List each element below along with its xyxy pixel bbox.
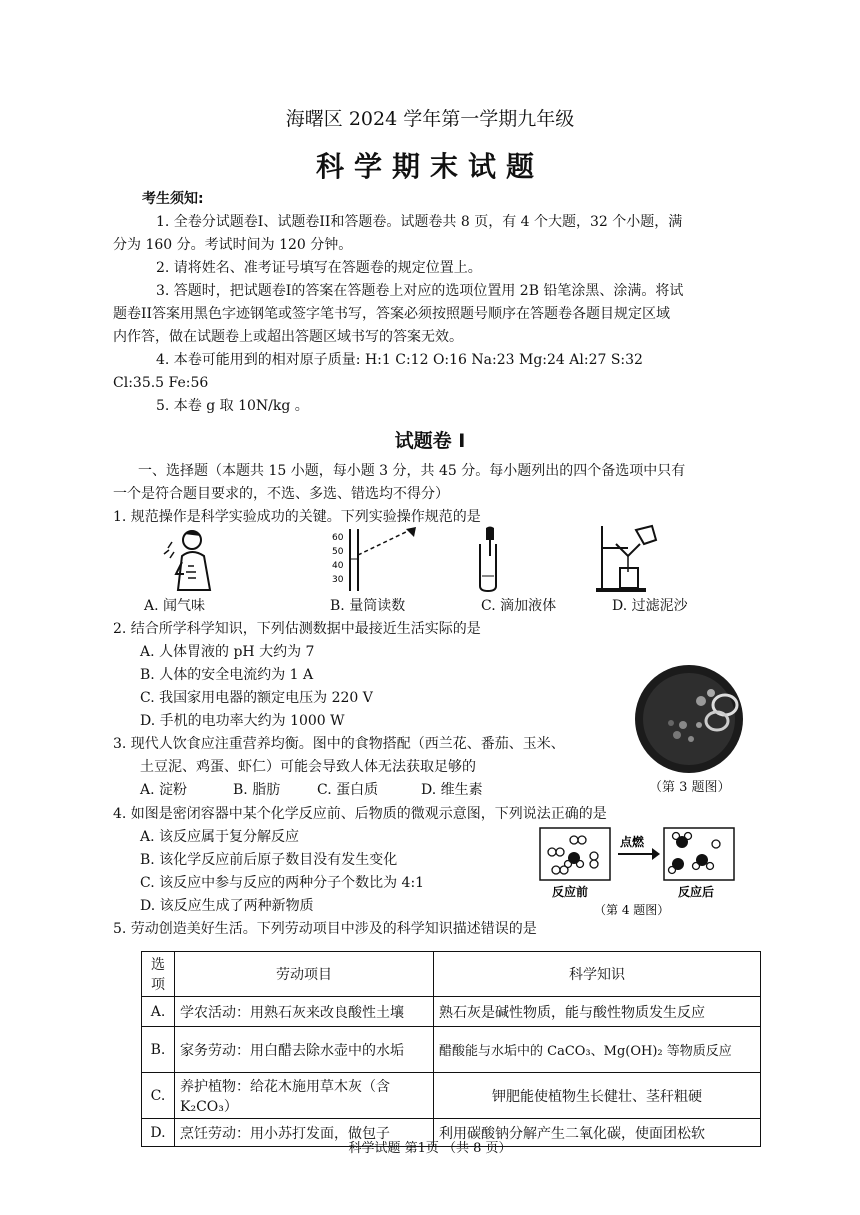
cell-labor: 烹饪劳动：用小苏打发面，做包子 (175, 1119, 434, 1147)
exam-title: 科学期末试题 (315, 150, 544, 183)
cell-option: B. (142, 1027, 175, 1073)
q4-option-a: A. 该反应属于复分解反应 (140, 829, 300, 845)
tick-label: 60 (332, 533, 344, 543)
cell-knowledge: 熟石灰是碱性物质，能与酸性物质发生反应 (434, 997, 761, 1027)
filter-figure (594, 524, 666, 594)
notice-heading: 考生须知: (142, 191, 204, 207)
tick-label: 50 (332, 547, 344, 557)
q2-option-a: A. 人体胃液的 pH 大约为 7 (140, 644, 315, 660)
q4-option-b: B. 该化学反应前后原子数目没有发生变化 (140, 852, 398, 868)
exam-header: 海曙区 2024 学年第一学期九年级 (285, 108, 575, 130)
question-5-stem: 5. 劳动创造美好生活。下列劳动项目中涉及的科学知识描述错误的是 (113, 921, 537, 937)
tick-label: 40 (332, 561, 344, 571)
q2-option-d: D. 手机的电功率大约为 1000 W (140, 713, 345, 729)
food-plate-figure (633, 663, 745, 777)
before-label: 反应前 (552, 885, 589, 899)
smell-figure (158, 528, 230, 594)
dropper-figure (474, 526, 504, 592)
table-header-row (142, 952, 761, 997)
notice-line: 4. 本卷可能用到的相对原子质量: H:1 C:12 O:16 Na:23 Mg:24 Al:27 S:32 (156, 352, 643, 368)
notice-line: 5. 本卷 g 取 10N/kg 。 (156, 398, 309, 414)
q4-option-d: D. 该反应生成了两种新物质 (140, 898, 314, 914)
after-label: 反应后 (678, 885, 715, 899)
question-1-stem: 1. 规范操作是科学实验成功的关键。下列实验操作规范的是 (113, 509, 481, 525)
cell-labor: 养护植物：给花木施用草木灰（含 K₂CO₃） (175, 1073, 434, 1119)
q3-option-a: A. 淀粉 (140, 782, 188, 798)
q1-option-d: D. 过滤泥沙 (612, 598, 688, 614)
part-intro: 一个是符合题目要求的，不选、多选、错选均不得分） (113, 486, 449, 502)
tick-label: 30 (332, 575, 344, 585)
notice-line: 内作答，做在试题卷上或超出答题区域书写的答案无效。 (113, 329, 463, 345)
cell-knowledge: 醋酸能与水垢中的 CaCO₃、Mg(OH)₂ 等物质反应 (434, 1027, 761, 1073)
cell-knowledge: 钾肥能使植物生长健壮、茎秆粗硬 (434, 1073, 761, 1119)
q3-option-c: C. 蛋白质 (317, 782, 379, 798)
reaction-arrow-label: 点燃 (620, 835, 645, 849)
question-2-stem: 2. 结合所学科学知识，下列估测数据中最接近生活实际的是 (113, 621, 481, 637)
cell-option: C. (142, 1073, 175, 1119)
figure-4-caption: （第 4 题图） (594, 903, 670, 917)
cell-labor: 学农活动：用熟石灰来改良酸性土壤 (175, 997, 434, 1027)
cell-option: A. (142, 997, 175, 1027)
notice-line: 分为 160 分。考试时间为 120 分钟。 (113, 237, 353, 253)
question-4-stem: 4. 如图是密闭容器中某个化学反应前、后物质的微观示意图，下列说法正确的是 (113, 806, 607, 822)
q3-option-b: B. 脂肪 (233, 782, 281, 798)
q5-table (141, 951, 761, 1147)
notice-line: 题卷II答案用黑色字迹钢笔或签字笔书写，答案必须按照题号顺序在答题卷各题目规定区域 (113, 306, 671, 322)
q1-option-a: A. 闻气味 (144, 598, 206, 614)
cylinder-figure (328, 527, 428, 593)
table-row (142, 1073, 761, 1119)
notice-line: 2. 请将姓名、准考证号填写在答题卷的规定位置上。 (156, 260, 482, 276)
table-row (142, 997, 761, 1027)
header-labor: 劳动项目 (175, 952, 434, 997)
question-3-stem-cont: 土豆泥、鸡蛋、虾仁）可能会导致人体无法获取足够的 (140, 759, 476, 775)
cell-knowledge: 利用碳酸钠分解产生二氧化碳，使面团松软 (434, 1119, 761, 1147)
notice-line: 1. 全卷分试题卷I、试题卷II和答题卷。试题卷共 8 页，有 4 个大题，32 个小题，满 (156, 214, 683, 230)
q1-option-b: B. 量筒读数 (330, 598, 406, 614)
q4-option-c: C. 该反应中参与反应的两种分子个数比为 4:1 (140, 875, 425, 891)
table-row (142, 1027, 761, 1073)
q1-option-c: C. 滴加液体 (481, 598, 557, 614)
header-knowledge: 科学知识 (434, 952, 761, 997)
reaction-figure (538, 826, 738, 918)
notice-line: 3. 答题时，把试题卷I的答案在答题卷上对应的选项位置用 2B 铅笔涂黑、涂满。将试 (156, 283, 684, 299)
q2-option-b: B. 人体的安全电流约为 1 A (140, 667, 314, 683)
header-option: 选项 (142, 952, 175, 997)
q2-option-c: C. 我国家用电器的额定电压为 220 V (140, 690, 373, 706)
notice-line: Cl:35.5 Fe:56 (113, 375, 209, 391)
section-title: 试题卷 I (394, 430, 466, 452)
cell-option: D. (142, 1119, 175, 1147)
figure-3-caption: （第 3 题图） (649, 780, 731, 795)
page-footer: 科学试题 第1页 （共 8 页） (348, 1141, 512, 1156)
question-3-stem: 3. 现代人饮食应注重营养均衡。图中的食物搭配（西兰花、番茄、玉米、 (113, 736, 565, 752)
cell-labor: 家务劳动：用白醋去除水壶中的水垢 (175, 1027, 434, 1073)
part-intro: 一、选择题（本题共 15 小题，每小题 3 分，共 45 分。每小题列出的四个备选项中只有 (138, 463, 686, 479)
q3-option-d: D. 维生素 (421, 782, 483, 798)
